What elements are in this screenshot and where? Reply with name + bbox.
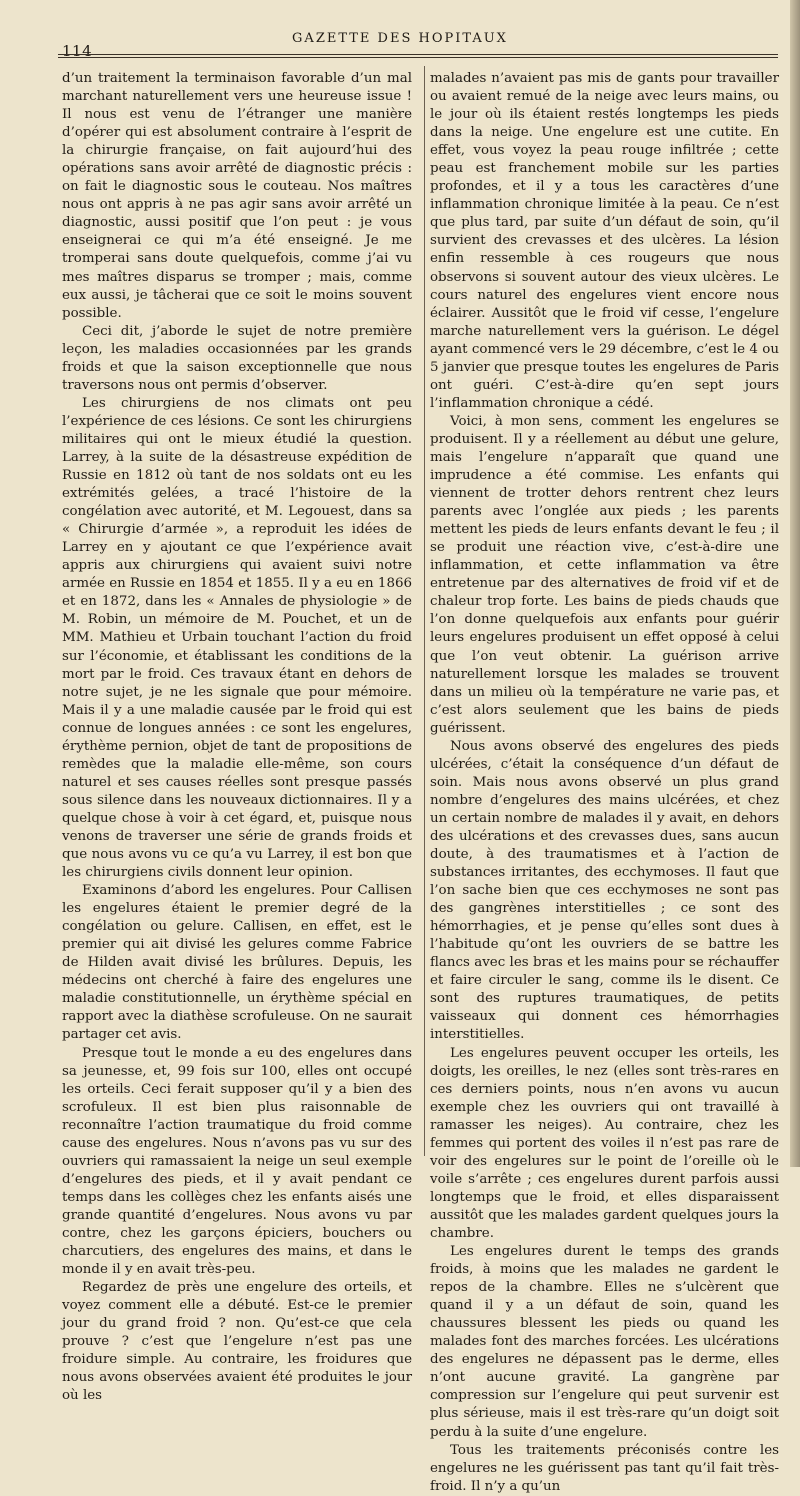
paragraph: malades n’avaient pas mis de gants pour travailler ou avaient remué de la neige avec leurs mains, ou le jour où ils étaient restés longtemps les pieds dans la neige. Une engelure est une cutite. En effet, vous voyez la peau rouge infiltrée ; cette peau est franchement mobile sur les parties profondes, et il y a tous les caractères d’une inflammation chronique limitée à la peau. Ce n’est que plus tard, par suite d’un défaut de soin, qu’il survient des crevasses et des ulcères. La lésion enfin ressemble à ces rougeurs que nous observons si souvent autour des vieux ulcères. Le cours naturel des engelures vient encore nous éclairer. Aussitôt que le froid vif cesse, l’engelure marche naturellement vers la guérison. Le dégel ayant commencé vers le 29 décembre, c’est le 4 ou 5 janvier que presque toutes les engelures de Paris ont guéri. C’est-à-dire qu’en sept jours l’inflammation chronique a cédé. bbox=[430, 71, 779, 411]
header-rule-top bbox=[58, 54, 778, 55]
paragraph: Ceci dit, j’aborde le sujet de notre première leçon, les maladies occasionnées par les grands froids et que la saison exceptionnelle que nous traversons nous ont permis d’observer. bbox=[62, 323, 412, 393]
left-column bbox=[62, 70, 412, 1404]
page-number: 114 bbox=[62, 42, 93, 60]
paragraph: Examinons d’abord les engelures. Pour Callisen les engelures étaient le premier degré de la congélation ou gelure. Callisen, en effet, est le premier qui ait divisé les gelures comme Fabrice de Hilden avait divisé les brûlures. Depuis, les médecins ont cherché à faire des engelures une maladie constitutionnelle, un érythème spécial en rapport avec la diathèse scrofuleuse. On ne saurait partager cet avis. bbox=[62, 883, 412, 1043]
paragraph: Regardez de près une engelure des orteils, et voyez comment elle a débuté. Est-ce le premier jour du grand froid ? non. Qu’est-ce que cela prouve ? c’est que l’engelure n’est pas une froidure simple. Au contraire, les froidures que nous avons observées avaient été produites le jour où les bbox=[62, 1280, 412, 1404]
column-divider bbox=[424, 66, 425, 1156]
binding-edge bbox=[790, 0, 800, 1167]
paragraph: Les engelures peuvent occuper les orteils, les doigts, les oreilles, le nez (elles sont très-rares en ces derniers points, nous n’en avons vu aucun exemple chez les ouvriers qui ont travaillé à ramasser les neiges). Au contraire, chez les femmes qui portent des voiles il n’est pas rare de voir des engelures sur le point de l’oreille où le voile s’arrête ; ces engelures durent parfois aussi longtemps que le froid, et elles disparaissent aussitôt que les malades gardent quelques jours la chambre. bbox=[430, 1045, 779, 1241]
running-head: GAZETTE DES HOPITAUX bbox=[292, 31, 508, 46]
paragraph: Tous les traitements préconisés contre les engelures ne les guérissent pas tant qu’il fait très-froid. Il n’y a qu’un bbox=[430, 1442, 779, 1494]
paragraph: Les engelures durent le temps des grands froids, à moins que les malades ne gardent le repos de la chambre. Elles ne s’ulcèrent que quand il y a un défaut de soin, quand les chaussures blessent les pieds ou quand les malades font des marches forcées. Les ulcérations des engelures ne dépassent pas le derme, elles n’ont aucune gravité. La gangrène par compression sur l’engelure qui peut survenir est plus sérieuse, mais il est très-rare qu’un doigt soit perdu à la suite d’une engelure. bbox=[430, 1244, 779, 1440]
paragraph: Les chirurgiens de nos climats ont peu l’expérience de ces lésions. Ce sont les chirurgiens militaires qui ont le mieux étudié la question. Larrey, à la suite de la désastreuse expédition de Russie en 1812 où tant de nos soldats ont eu les extrémités gelées, a tracé l’histoire de la congélation avec autorité, et M. Legouest, dans sa « Chirurgie d’armée », a reproduit les idées de Larrey en y ajoutant ce que l’expérience avait appris aux chirurgiens qui avaient suivi notre armée en Russie en 1854 et 1855. Il y a eu en 1866 et en 1872, dans les « Annales de physiologie » de M. Robin, un mémoire de M. Pouchet, et un de MM. Mathieu et Urbain touchant l’action du froid sur l’économie, et établissant les conditions de la mort par le froid. Ces travaux étant en dehors de notre sujet, je ne les signale que pour mémoire. Mais il y a une maladie causée par le froid qui est connue de longues années : ce sont les engelures, érythème pernion, objet de tant de propositions de remèdes que la maladie elle-même, son cours naturel et ses causes réelles sont presque passés sous silence dans les nouveaux dictionnaires. Il y a quelque chose à voir à cet égard, et, puisque nous venons de traverser une série de grands froids et que nous avons vu ce qu’a vu Larrey, il est bon que les chirurgiens civils donnent leur opinion. bbox=[62, 395, 412, 881]
paragraph: Presque tout le monde a eu des engelures dans sa jeunesse, et, 99 fois sur 100, elles ont occupé les orteils. Ceci ferait supposer qu’il y a bien des scrofuleux. Il est bien plus raisonnable de reconnaître l’action traumatique du froid comme cause des engelures. Nous n’avons pas vu sur des ouvriers qui ramassaient la neige un seul exemple d’engelures des pieds, et il y avait pendant ce temps dans les collèges chez les enfants aisés une grande quantité d’engelures. Nous avons vu par contre, chez les garçons épiciers, bouchers ou charcutiers, des engelures des mains, et dans le monde il y en avait très-peu. bbox=[62, 1045, 412, 1278]
right-column bbox=[430, 70, 779, 1494]
paragraph: Nous avons observé des engelures des pieds ulcérées, c’était la conséquence d’un défaut de soin. Mais nous avons observé un plus grand nombre d’engelures des mains ulcérées, et chez un certain nombre de malades il y avait, en dehors des ulcérations et des crevasses dues, sans aucun doute, à des traumatismes et à l’action de substances irritantes, des ecchymoses. Il faut que l’on sache bien que ces ecchymoses ne sont pas des gangrènes interstitielles ; ce sont des hémorrhagies, et je pense qu’elles sont dues à l’habitude qu’ont les ouvriers de se battre les flancs avec les bras et les mains pour se réchauffer et faire circuler le sang, comme ils le disent. Ce sont des ruptures traumatiques, de petits vaisseaux qui donnent ces hémorrhagies interstitielles. bbox=[430, 738, 779, 1043]
paragraph: Voici, à mon sens, comment les engelures se produisent. Il y a réellement au début une gelure, mais l’engelure n’apparaît que quand une imprudence a été commise. Les enfants qui viennent de trotter dehors rentrent chez leurs parents avec l’onglée aux pieds ; les parents mettent les pieds de leurs enfants devant le feu ; il se produit une réaction vive, c’est-à-dire une inflammation, et cette inflammation va être entretenue par des alternatives de froid vif et de chaleur trop forte. Les bains de pieds chauds que l’on donne quelquefois aux enfants pour guérir leurs engelures produisent un effet opposé à celui que l’on veut obtenir. La guérison arrive naturellement lorsque les malades se trouvent dans un milieu où la température ne varie pas, et c’est alors seulement que les bains de pieds guérissent. bbox=[430, 413, 779, 736]
paragraph: d’un traitement la terminaison favorable d’un mal marchant naturellement vers une heureuse issue ! Il nous est venu de l’étranger une manière d’opérer qui est absolument contraire à l’esprit de la chirurgie française, on fait aujourd’hui des opérations sans avoir arrêté de diagnostic précis : on fait le diagnostic sous le couteau. Nos maîtres nous ont appris à ne pas agir sans avoir arrêté un diagnostic, aussi positif que l’on peut : je vous enseignerai ce qui m’a été enseigné. Je me tromperai sans doute quelquefois, comme j’ai vu mes maîtres disparus se tromper ; mais, comme eux aussi, je tâcherai que ce soit le moins souvent possible. bbox=[62, 71, 412, 321]
header-rule-bottom bbox=[58, 57, 778, 58]
